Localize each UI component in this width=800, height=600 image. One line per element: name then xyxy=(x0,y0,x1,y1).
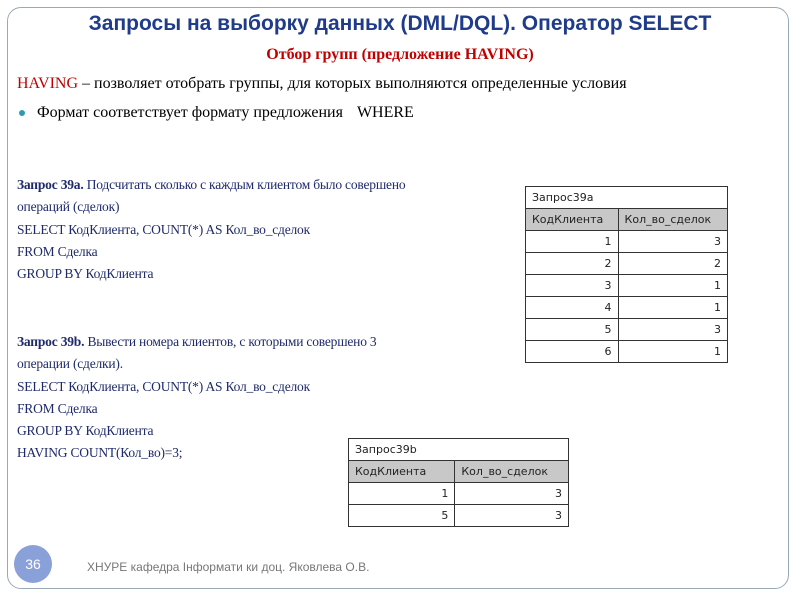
column-header: КодКлиента xyxy=(349,461,455,483)
table-row xyxy=(349,483,569,505)
table-cell: 1 xyxy=(618,341,727,363)
query-a-block xyxy=(17,174,405,285)
table-cell: 6 xyxy=(526,341,619,363)
bullet-item xyxy=(17,104,414,122)
column-header: Кол_во_сделок xyxy=(455,461,569,483)
having-definition xyxy=(17,75,627,93)
having-text: – позволяет отобрать группы, для которых выполняются определенные условия xyxy=(78,75,627,92)
query-b-sql-3: GROUP BY КодКлиента xyxy=(17,423,154,439)
query-a-desc-2: операций (сделок) xyxy=(17,199,120,215)
query-a-sql-2: FROM Сделка xyxy=(17,243,98,259)
table-cell: 3 xyxy=(618,319,727,341)
table-cell: 1 xyxy=(349,483,455,505)
table-name-row xyxy=(526,187,728,209)
footer-text: ХНУРЕ кафедра Інформати ки доц. Яковлева О.В. xyxy=(87,560,370,574)
bullet-dot-icon xyxy=(19,110,25,116)
query-a-desc-1: Подсчитать сколько с каждым клиентом было совершено xyxy=(83,177,406,192)
table-cell: 2 xyxy=(526,253,619,275)
table-row xyxy=(526,253,728,275)
table-header-row xyxy=(526,209,728,231)
table-cell: 1 xyxy=(618,275,727,297)
table-row xyxy=(526,275,728,297)
table-row xyxy=(526,231,728,253)
column-header: Кол_во_сделок xyxy=(618,209,727,231)
table-name: Запрос39b xyxy=(349,439,569,461)
bullet-where: WHERE xyxy=(356,104,414,121)
table-header-row xyxy=(349,461,569,483)
slide-subtitle: Отбор групп (предложение HAVING) xyxy=(266,46,534,63)
table-name: Запрос39а xyxy=(526,187,728,209)
table-cell: 5 xyxy=(349,505,455,527)
result-table-39b xyxy=(348,438,569,527)
table-cell: 3 xyxy=(526,275,619,297)
table-cell: 1 xyxy=(618,297,727,319)
query-a-line-1 xyxy=(17,174,405,196)
table-cell: 1 xyxy=(526,231,619,253)
query-b-sql-2: FROM Сделка xyxy=(17,400,98,416)
table-cell: 3 xyxy=(618,231,727,253)
query-a-label: Запрос 39а. xyxy=(17,177,84,192)
query-b-desc-1: Вывести номера клиентов, с которыми совершено 3 xyxy=(84,334,377,349)
query-b-label: Запрос 39b. xyxy=(17,334,85,349)
table-row xyxy=(526,297,728,319)
table-cell: 5 xyxy=(526,319,619,341)
query-b-desc-2: операции (сделки). xyxy=(17,356,123,372)
query-b-line-1 xyxy=(17,331,376,353)
slide-title: Запросы на выборку данных (DML/DQL). Оператор SELECT xyxy=(88,12,712,35)
query-a-sql-3: GROUP BY КодКлиента xyxy=(17,266,154,282)
table-cell: 3 xyxy=(455,483,569,505)
query-b-sql-4: HAVING COUNT(Кол_во)=3; xyxy=(17,445,183,461)
column-header: КодКлиента xyxy=(526,209,619,231)
table-name-row xyxy=(349,439,569,461)
table-row xyxy=(526,319,728,341)
table-cell: 4 xyxy=(526,297,619,319)
page-number-badge: 36 xyxy=(14,545,52,583)
table-cell: 2 xyxy=(618,253,727,275)
having-keyword: HAVING xyxy=(17,75,79,92)
table-row xyxy=(526,341,728,363)
query-a-sql-1: SELECT КодКлиента, COUNT(*) AS Кол_во_сделок xyxy=(17,221,310,237)
table-row xyxy=(349,505,569,527)
result-table-39a xyxy=(525,186,728,363)
table-cell: 3 xyxy=(455,505,569,527)
query-b-block xyxy=(17,331,376,465)
query-b-sql-1: SELECT КодКлиента, COUNT(*) AS Кол_во_сделок xyxy=(17,378,310,394)
bullet-text: Формат соответствует формату предложения xyxy=(37,104,343,121)
